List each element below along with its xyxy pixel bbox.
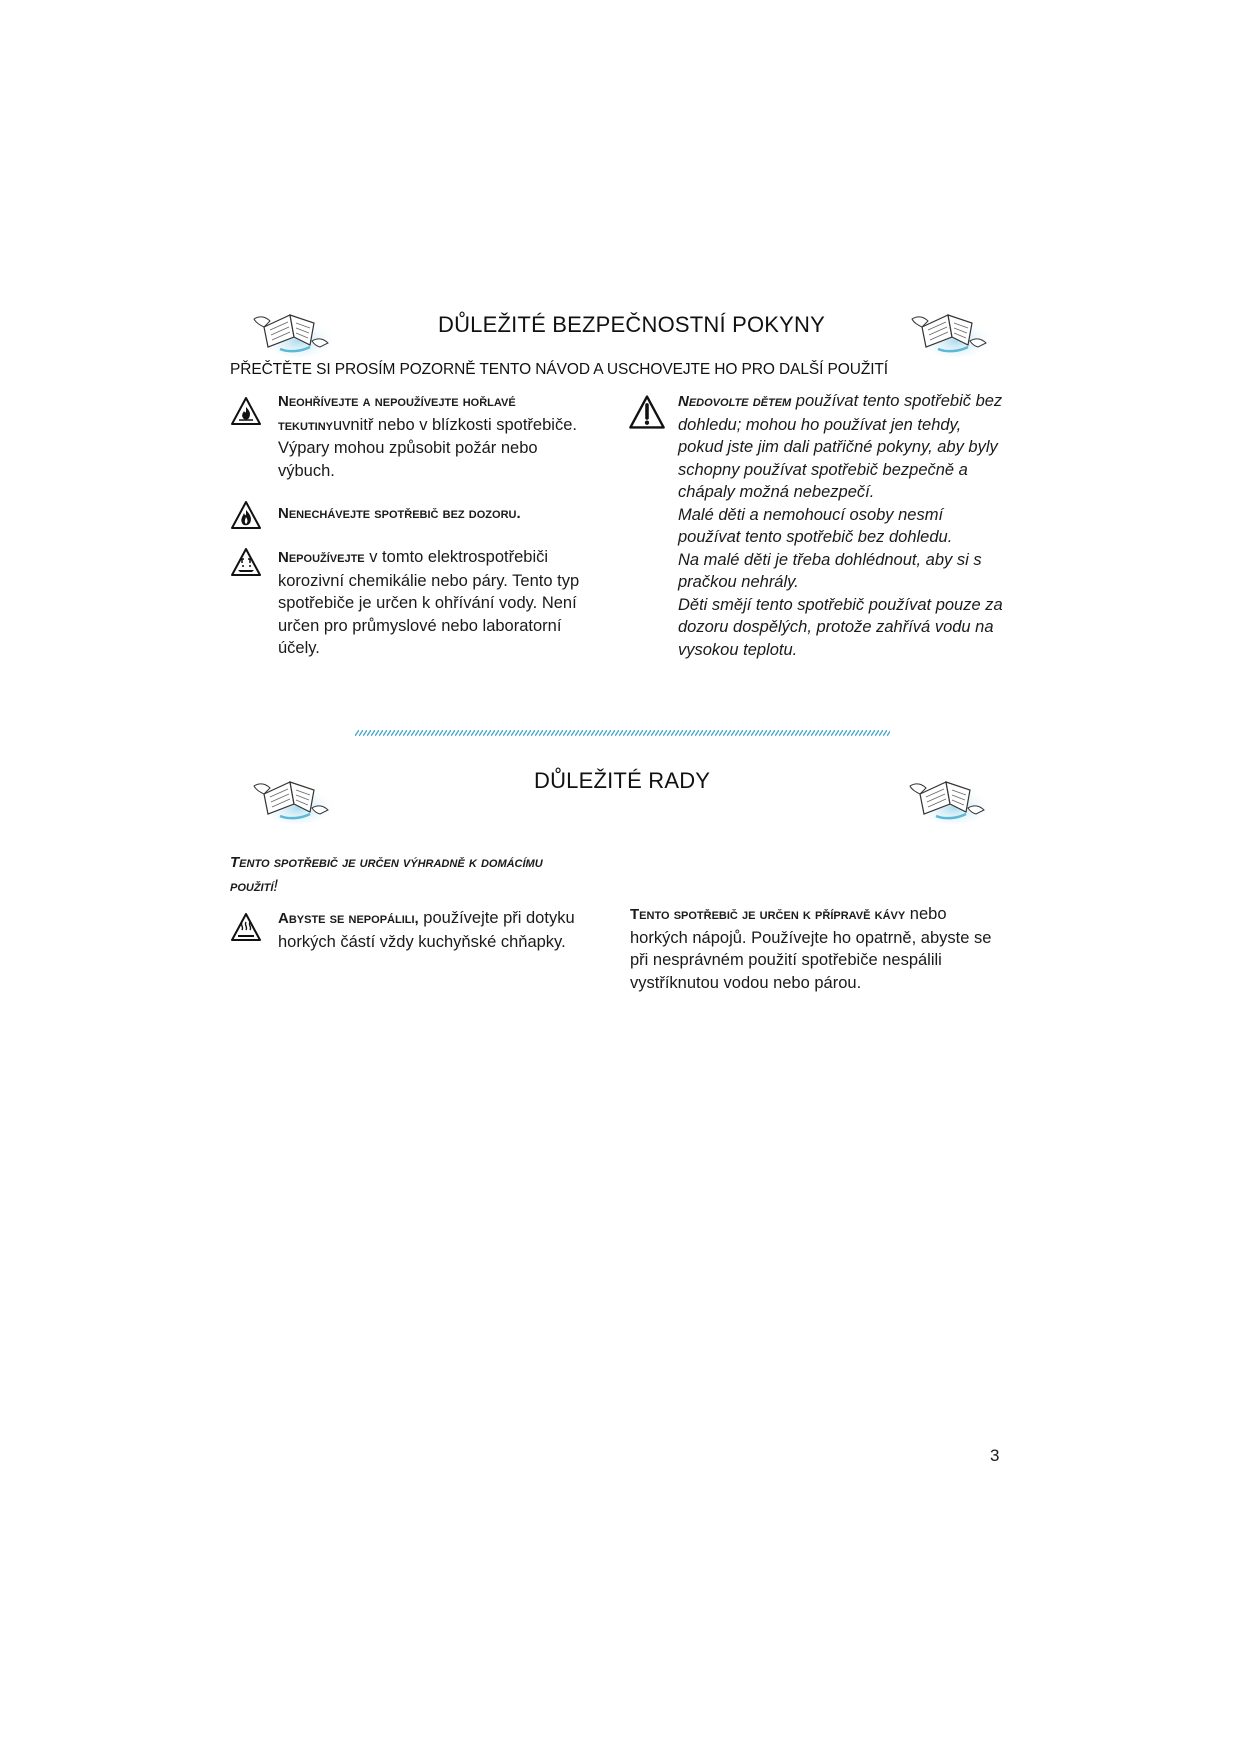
book-hands-icon — [906, 764, 988, 826]
flammable-warning-icon — [230, 396, 262, 426]
fire-warning-icon — [230, 500, 262, 530]
page-number: 3 — [990, 1446, 1000, 1465]
warning-lead: Neohřívejte a nepoužívejte hořlavé tekutiny — [278, 393, 516, 434]
warning-text: v tomto elektrospotřebiči korozivní chemikálie nebo páry. Tento typ spotřebiče je určen k ohřívání vody. Není určen pro průmyslové nebo laboratorní účely. — [278, 548, 580, 657]
notice-lead: Tento spotřebič je určen výhradně k domácímu použití — [230, 854, 543, 895]
warning-lead: Nedovolte dětem — [678, 393, 792, 410]
advice-section-title: DŮLEŽITÉ RADY — [534, 768, 711, 793]
book-hands-icon — [250, 764, 332, 826]
section-divider — [355, 730, 890, 736]
warning-text: uvnitř nebo v blízkosti spotřebiče. Výpary mohou způsobit požár nebo výbuch. — [278, 415, 577, 480]
warning-children-disabled: Malé děti a nemohoucí osoby nesmí používat tento spotřebič bez dohledu. — [678, 505, 953, 546]
warning-flammable-liquids — [278, 390, 598, 482]
corrosive-warning-icon — [230, 547, 262, 577]
warning-lead: Nepoužívejte — [278, 549, 365, 566]
warning-children — [678, 390, 1008, 661]
warning-lead: Nenechávejte spotřebič bez dozoru. — [278, 505, 521, 522]
warning-supervision — [278, 502, 598, 526]
book-hands-icon — [250, 297, 332, 359]
warning-lead: Abyste se nepopálili, — [278, 910, 419, 927]
book-hands-icon — [908, 297, 990, 359]
coffee-use-notice — [630, 903, 1000, 994]
notice-text: nebo horkých nápojů. Používejte ho opatrně, abyste se při nesprávném použití spotřebiče nespálili vystříknutou vodou nebo párou. — [630, 905, 992, 992]
notice-lead: Tento spotřebič je určen k přípravě kávy — [630, 906, 906, 923]
warning-text: používat tento spotřebič bez dohledu; mohou ho používat jen tehdy, pokud jste jim dali patřičné pokyny, aby byly schopny používat spotřebič bezpečně a chápaly možná nebezpečí. — [678, 392, 1003, 501]
exclamation-warning-icon — [628, 394, 666, 430]
safety-section-title: DŮLEŽITÉ BEZPEČNOSTNÍ POKYNY — [438, 312, 826, 337]
notice-end: ! — [273, 876, 278, 895]
warning-hot-parts — [278, 907, 608, 953]
warning-children-adult-supervision: Děti smějí tento spotřebič používat pouze za dozoru dospělých, protože zahřívá vodu na vysokou teplotu. — [678, 595, 1003, 659]
household-use-notice — [230, 851, 590, 898]
read-instructions-notice: PŘEČTĚTE SI PROSÍM POZORNĚ TENTO NÁVOD A USCHOVEJTE HO PRO DALŠÍ POUŽITÍ — [230, 361, 888, 378]
hot-surface-warning-icon — [230, 912, 262, 942]
warning-corrosive-chemicals — [278, 546, 598, 660]
warning-text: používejte při dotyku horkých částí vždy kuchyňské chňapky. — [278, 909, 575, 951]
warning-children-play: Na malé děti je třeba dohlédnout, aby si s pračkou nehrály. — [678, 550, 982, 591]
